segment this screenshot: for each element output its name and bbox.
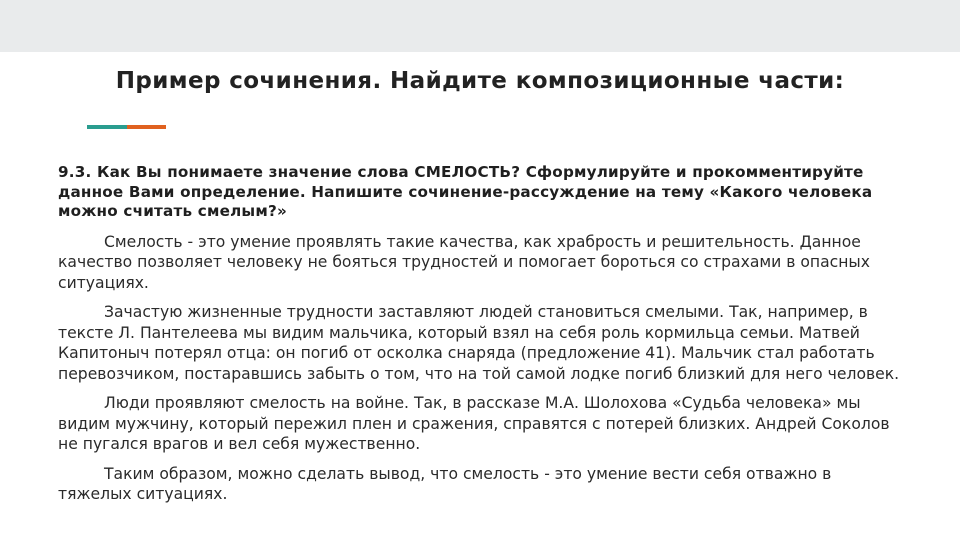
essay-paragraph-intro: Смелость - это умение проявлять такие качества, как храбрость и решительность. Данное качество позволяет человеку не бояться трудностей и помогает бороться со страхами в опасных ситуациях. xyxy=(58,232,870,292)
essay-paragraph-conclusion: Таким образом, можно сделать вывод, что смелость - это умение вести себя отважно в тяжелых ситуациях. xyxy=(58,464,832,503)
slide-body xyxy=(58,163,900,514)
essay-paragraph-argument-1: Зачастую жизненные трудности заставляют людей становиться смелыми. Так, например, в тексте Л. Пантелеева мы видим мальчика, который взял на себя роль кормильца семьи. Матвей Капитоныч потерял отца: он погиб от осколка снаряда (предложение 41). Мальчик стал работать перевозчиком, постаравшись забыть о том, что на той самой лодке погиб близкий для него человек. xyxy=(58,303,900,383)
header-band xyxy=(0,0,960,52)
slide-title: Пример сочинения. Найдите композиционные части: xyxy=(115,68,845,94)
essay-question: 9.3. Как Вы понимаете значение слова СМЕЛОСТЬ? Сформулируйте и прокомментируйте данное Вами определение. Напишите сочинение-рассуждение на тему «Какого человека можно считать смелым?» xyxy=(58,163,873,220)
essay-paragraph-argument-2: Люди проявляют смелость на войне. Так, в рассказе М.А. Шолохова «Судьба человека» мы видим мужчину, который пережил плен и сражения, справятся с потерей близких. Андрей Соколов не пугался врагов и вел себя мужественно. xyxy=(58,394,890,453)
accent-bar-orange xyxy=(127,125,166,129)
accent-bar-teal xyxy=(87,125,127,129)
